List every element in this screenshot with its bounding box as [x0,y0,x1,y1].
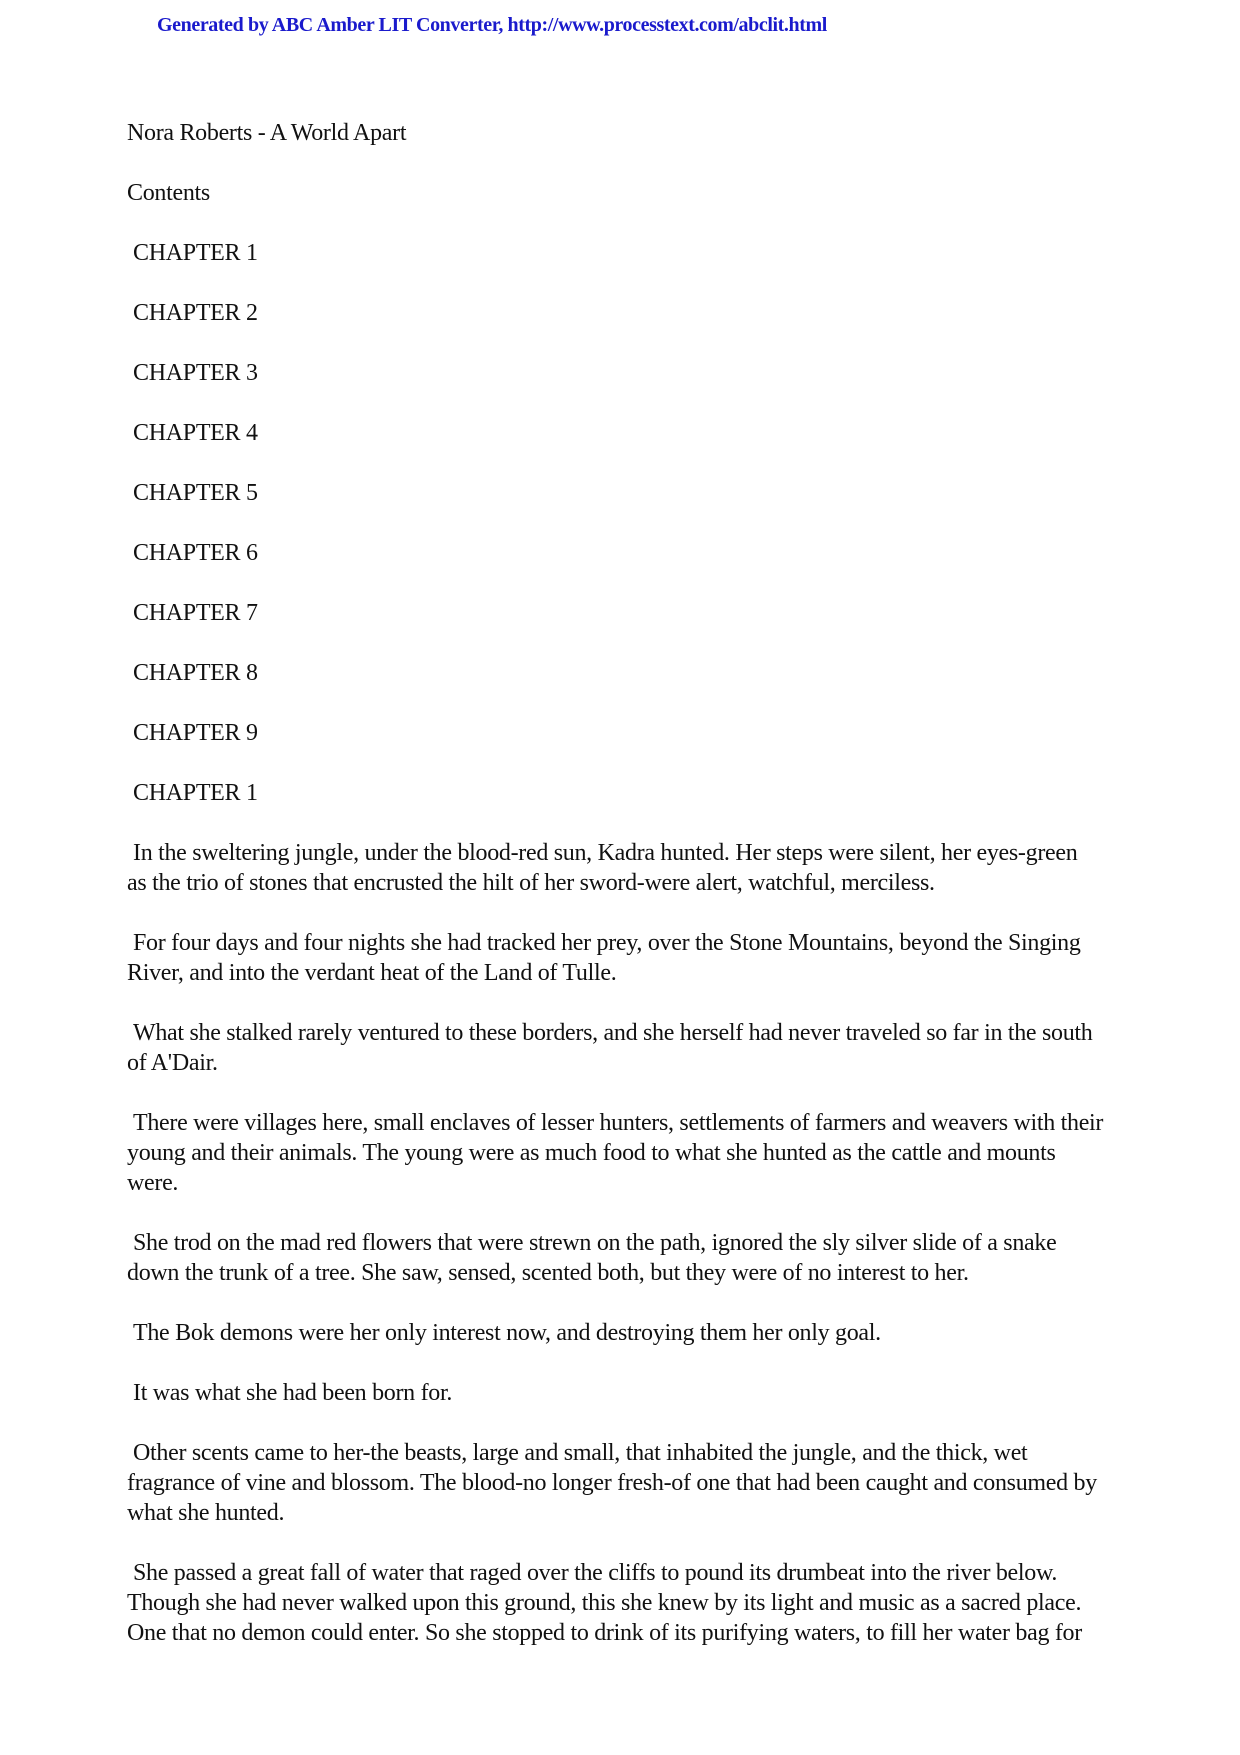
toc-link-chapter-6[interactable]: CHAPTER 6 [133,540,258,566]
chapter-text [127,838,1127,1648]
toc-link-chapter-3[interactable]: CHAPTER 3 [133,360,258,386]
paragraph-line: of A'Dair. [127,1050,218,1076]
paragraph-line: Other scents came to her-the beasts, large and small, that inhabited the jungle, and the thick, wet [133,1440,1028,1466]
paragraph-line: fragrance of vine and blossom. The blood-no longer fresh-of one that had been caught and consumed by [127,1470,1097,1496]
toc-link-chapter-7[interactable]: CHAPTER 7 [133,600,258,626]
toc-link-chapter-9[interactable]: CHAPTER 9 [133,720,258,746]
paragraph [127,838,1127,898]
paragraph-line: as the trio of stones that encrusted the hilt of her sword-were alert, watchful, merciless. [127,870,935,896]
paragraph [127,1558,1127,1648]
paragraph-line: She trod on the mad red flowers that were strewn on the path, ignored the sly silver slide of a snake [133,1230,1057,1256]
paragraph-line: what she hunted. [127,1500,285,1526]
paragraph [127,1378,1127,1408]
contents-heading: Contents [127,180,210,206]
toc-link-chapter-5[interactable]: CHAPTER 5 [133,480,258,506]
toc-link-chapter-4[interactable]: CHAPTER 4 [133,420,258,446]
paragraph-line: down the trunk of a tree. She saw, sensed, scented both, but they were of no interest to her. [127,1260,969,1286]
paragraph-line: Though she had never walked upon this ground, this she knew by its light and music as a sacred place. [127,1590,1082,1616]
paragraph-line: were. [127,1170,179,1196]
document-body [127,118,1127,1678]
toc-link-chapter-8[interactable]: CHAPTER 8 [133,660,258,686]
paragraph-line: What she stalked rarely ventured to these borders, and she herself had never traveled so far in the south [133,1020,1093,1046]
paragraph-line: River, and into the verdant heat of the Land of Tulle. [127,960,617,986]
paragraph [127,1438,1127,1528]
paragraph [127,928,1127,988]
paragraph [127,1228,1127,1288]
toc-link-chapter-1[interactable]: CHAPTER 1 [133,240,258,266]
paragraph-line: There were villages here, small enclaves of lesser hunters, settlements of farmers and weavers with their [133,1110,1104,1136]
paragraph-line: She passed a great fall of water that raged over the cliffs to pound its drumbeat into the river below. [133,1560,1058,1586]
paragraph-line: The Bok demons were her only interest now, and destroying them her only goal. [133,1320,881,1346]
converter-banner: Generated by ABC Amber LIT Converter, http://www.processtext.com/abclit.html [157,14,827,36]
paragraph-line: For four days and four nights she had tracked her prey, over the Stone Mountains, beyond the Singing [133,930,1081,956]
paragraph-line: young and their animals. The young were as much food to what she hunted as the cattle and mounts [127,1140,1056,1166]
toc-link-chapter-2[interactable]: CHAPTER 2 [133,300,258,326]
paragraph-line: In the sweltering jungle, under the blood-red sun, Kadra hunted. Her steps were silent, her eyes-green [133,840,1078,866]
paragraph [127,1108,1127,1198]
paragraph [127,1018,1127,1078]
chapter-heading: CHAPTER 1 [133,780,258,806]
book-title: Nora Roberts - A World Apart [127,120,407,146]
paragraph [127,1318,1127,1348]
table-of-contents [127,238,1127,748]
paragraph-line: One that no demon could enter. So she stopped to drink of its purifying waters, to fill her water bag for [127,1620,1082,1646]
paragraph-line: It was what she had been born for. [133,1380,453,1406]
